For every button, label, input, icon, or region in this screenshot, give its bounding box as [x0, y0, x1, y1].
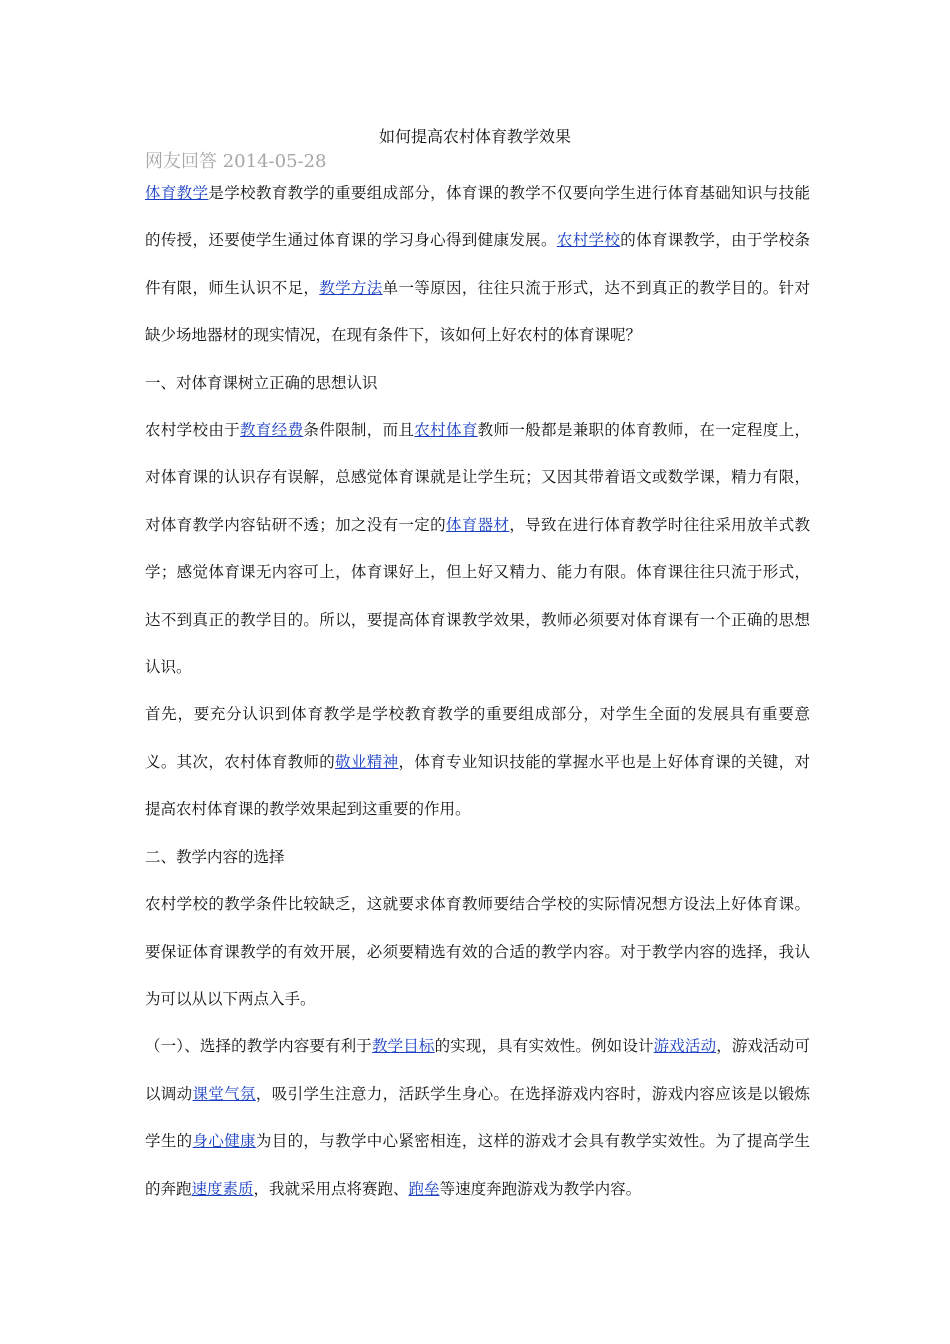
inline-link[interactable]: 教学方法: [319, 278, 383, 297]
text-segment: 教师一般都是兼职的体育教师，在一定程度上，对体育课的认识存有误解，总感觉体育课就是让学生玩；又因其带着语文或数学课，精力有限，对体育教学内容钻研不透；加之没有一定的: [145, 421, 810, 534]
text-segment: 农村学校的教学条件比较缺乏，这就要求体育教师要结合学校的实际情况想方设法上好体育课。要保证体育课教学的有效开展，必须要精选有效的合适的教学内容。对于教学内容的选择，我认为可以从以下两点入手。: [145, 895, 810, 1008]
text-segment: 一、对体育课树立正确的思想认识: [145, 373, 378, 392]
text-segment: 是学校教育教学的重要组成部分，体育课的教学不仅要向学生进行体育基础知识与技能的传授，还要使学生通过体育课的学习身心得到健康发展。: [145, 184, 810, 250]
inline-link[interactable]: 体育器材: [445, 515, 510, 534]
inline-link[interactable]: 农村体育: [414, 421, 478, 440]
text-segment: ，体育专业知识技能的掌握水平也是上好体育课的关键，对提高农村体育课的教学效果起到这重要的作用。: [145, 752, 810, 819]
text-segment: 二、教学内容的选择: [145, 847, 285, 866]
text-segment: 条件限制，而且: [303, 421, 415, 440]
inline-link[interactable]: 教育经费: [240, 421, 304, 440]
paragraph-heading-1: [145, 360, 810, 407]
inline-link[interactable]: 体育教学: [145, 184, 209, 202]
paragraph-section-1-p1: [145, 407, 810, 691]
text-segment: （一）、选择的教学内容要有利于: [145, 1037, 372, 1056]
inline-link[interactable]: 速度素质: [191, 1179, 254, 1198]
answer-meta: 网友回答 2014-05-28: [145, 151, 327, 172]
text-segment: 等速度奔跑游戏为教学内容。: [439, 1179, 642, 1198]
inline-link[interactable]: 教学目标: [371, 1037, 435, 1056]
text-segment: ，游戏活动可以调动: [145, 1037, 810, 1103]
text-segment: ，导致在进行体育教学时往往采用放羊式教学；感觉体育课无内容可上，体育课好上，但上好又精力、能力有限。体育课往往只流于形式，达不到真正的教学目的。所以，要提高体育课教学效果，教师必须要对体育课有一个正确的思想认识。: [145, 515, 810, 677]
inline-link[interactable]: 跑垒: [408, 1179, 440, 1198]
inline-link[interactable]: 农村学校: [556, 231, 621, 250]
text-segment: 为目的，与教学中心紧密相连，这样的游戏才会具有教学实效性。为了提高学生的奔跑: [145, 1132, 810, 1198]
text-segment: ，吸引学生注意力，活跃学生身心。在选择游戏内容时，游戏内容应该是以锻炼学生的: [145, 1084, 810, 1151]
inline-link[interactable]: 敬业精神: [335, 752, 399, 771]
document-title: 如何提高农村体育教学效果: [378, 127, 571, 146]
document-body: [145, 170, 810, 1213]
inline-link[interactable]: 游戏活动: [653, 1037, 717, 1056]
text-segment: ，我就采用点将赛跑、: [253, 1179, 409, 1198]
text-segment: 的体育课教学，由于学校条件有限，师生认识不足，: [145, 231, 810, 297]
text-segment: 单一等原因，往往只流于形式，达不到真正的教学目的。针对缺少场地器材的现实情况，在现有条件下，该如何上好农村的体育课呢？: [145, 278, 810, 345]
text-segment: 农村学校由于: [145, 421, 241, 440]
paragraph-section-2-p2: [145, 1023, 810, 1213]
inline-link[interactable]: 身心健康: [192, 1132, 256, 1151]
paragraph-section-1-p2: [145, 691, 810, 833]
paragraph-heading-2: [145, 834, 810, 881]
text-segment: 首先，要充分认识到体育教学是学校教育教学的重要组成部分，对学生全面的发展具有重要意义。其次，农村体育教师的: [145, 705, 810, 771]
text-segment: 的实现，具有实效性。例如设计: [434, 1037, 654, 1056]
paragraph-section-2-p1: [145, 881, 810, 1023]
paragraph-intro: [145, 170, 810, 360]
inline-link[interactable]: 课堂气氛: [192, 1084, 256, 1103]
